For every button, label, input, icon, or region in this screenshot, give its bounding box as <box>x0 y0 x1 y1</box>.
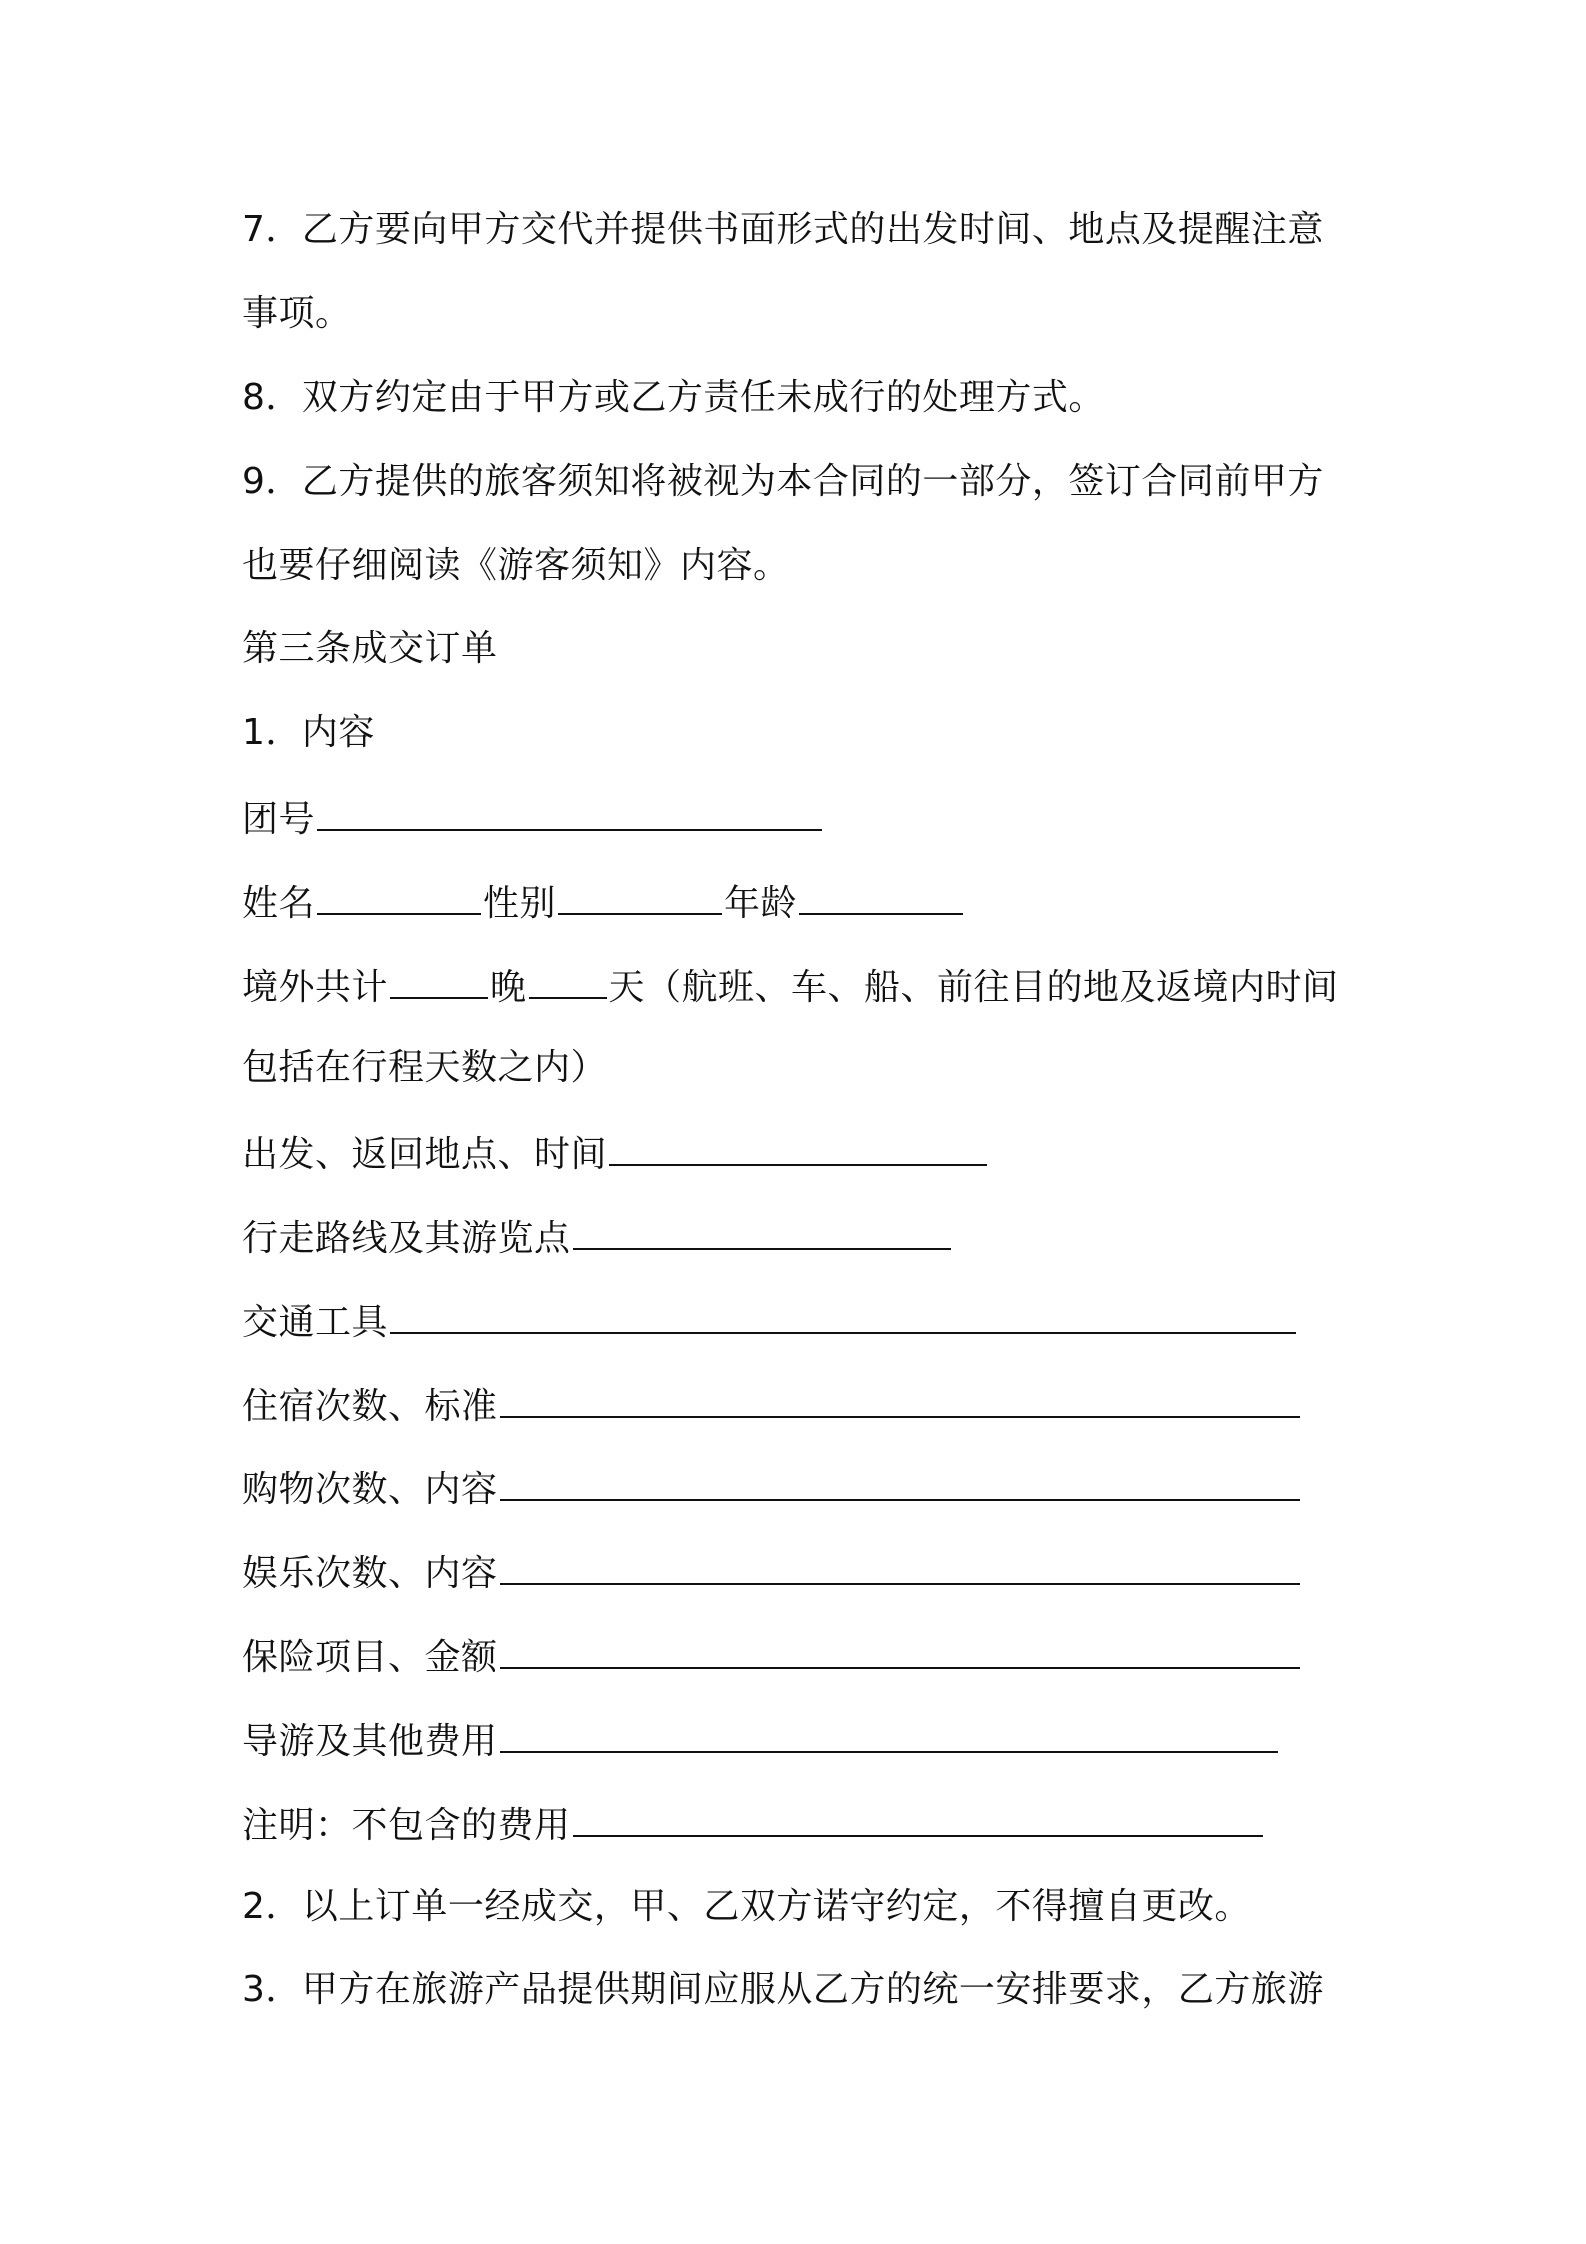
group-number-blank[interactable] <box>317 795 822 831</box>
personal-info-row <box>242 879 965 926</box>
gender-label: 性别 <box>483 883 557 924</box>
nights-label: 晚 <box>490 967 527 1008</box>
insurance-row <box>242 1633 1302 1680</box>
shopping-label: 购物次数、内容 <box>242 1469 498 1510</box>
guide-fees-label: 导游及其他费用 <box>242 1721 498 1762</box>
lodging-row <box>242 1382 1302 1429</box>
clause-7-line-2: 事项。 <box>242 293 352 334</box>
guide-fees-row <box>242 1717 1280 1764</box>
clause-2: 2．以上订单一经成交，甲、乙双方诺守约定，不得擅自更改。 <box>242 1886 1251 1927</box>
group-number-label: 团号 <box>242 799 316 840</box>
shopping-row <box>242 1465 1302 1512</box>
route-blank[interactable] <box>573 1214 951 1250</box>
name-blank[interactable] <box>317 879 481 915</box>
depart-return-row <box>242 1130 989 1177</box>
order-content-heading: 1．内容 <box>242 712 375 753</box>
days-label: 天（航班、车、船、前往目的地及返境内时间 <box>608 967 1339 1008</box>
clause-3-line-1: 3．甲方在旅游产品提供期间应服从乙方的统一安排要求，乙方旅游 <box>242 1969 1324 2010</box>
days-blank[interactable] <box>529 963 607 999</box>
excluded-fees-blank[interactable] <box>573 1801 1263 1837</box>
excluded-fees-row <box>242 1801 1265 1848</box>
age-label: 年龄 <box>724 883 798 924</box>
transport-label: 交通工具 <box>242 1302 389 1343</box>
abroad-total-label: 境外共计 <box>242 967 389 1008</box>
transport-row <box>242 1298 1298 1345</box>
route-label: 行走路线及其游览点 <box>242 1218 571 1259</box>
clause-9-line-2: 也要仔细阅读《游客须知》内容。 <box>242 545 790 586</box>
insurance-blank[interactable] <box>500 1633 1300 1669</box>
article-3-heading: 第三条成交订单 <box>242 628 498 669</box>
group-number-row <box>242 795 824 842</box>
abroad-duration-row <box>242 963 1339 1010</box>
clause-7-line-1: 7．乙方要向甲方交代并提供书面形式的出发时间、地点及提醒注意 <box>242 209 1324 250</box>
transport-blank[interactable] <box>390 1298 1296 1334</box>
entertainment-label: 娱乐次数、内容 <box>242 1553 498 1594</box>
excluded-fees-label: 注明：不包含的费用 <box>242 1805 571 1846</box>
depart-return-blank[interactable] <box>609 1130 987 1166</box>
route-row <box>242 1214 953 1261</box>
guide-fees-blank[interactable] <box>500 1717 1278 1753</box>
insurance-label: 保险项目、金额 <box>242 1637 498 1678</box>
shopping-blank[interactable] <box>500 1465 1300 1501</box>
entertainment-blank[interactable] <box>500 1549 1300 1585</box>
depart-return-label: 出发、返回地点、时间 <box>242 1134 608 1175</box>
clause-9-line-1: 9．乙方提供的旅客须知将被视为本合同的一部分，签订合同前甲方 <box>242 461 1324 502</box>
nights-blank[interactable] <box>390 963 488 999</box>
abroad-duration-cont: 包括在行程天数之内） <box>242 1047 608 1088</box>
age-blank[interactable] <box>799 879 963 915</box>
entertainment-row <box>242 1549 1302 1596</box>
gender-blank[interactable] <box>558 879 722 915</box>
name-label: 姓名 <box>242 883 316 924</box>
lodging-blank[interactable] <box>500 1382 1300 1418</box>
lodging-label: 住宿次数、标准 <box>242 1386 498 1427</box>
clause-8: 8．双方约定由于甲方或乙方责任未成行的处理方式。 <box>242 377 1105 418</box>
